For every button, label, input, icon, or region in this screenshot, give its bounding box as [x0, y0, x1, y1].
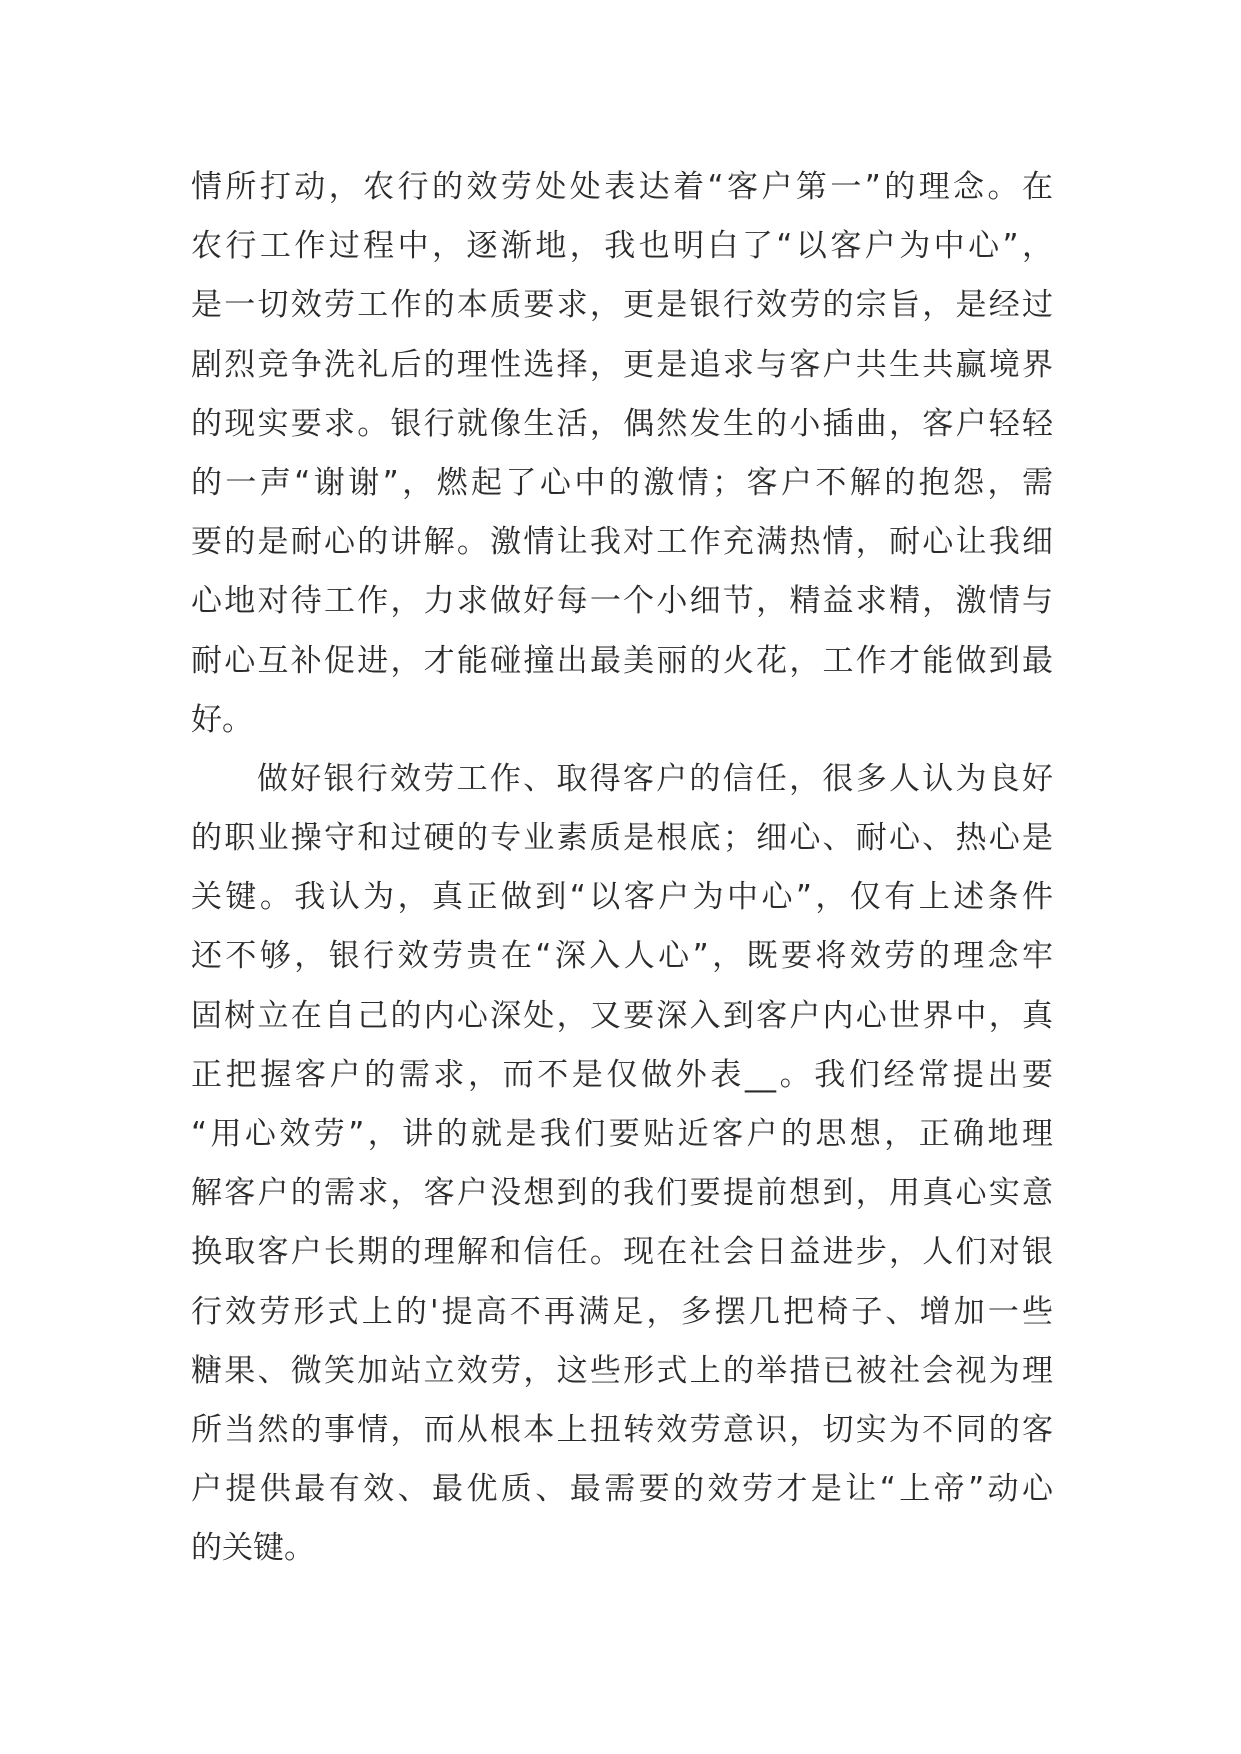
text-line: 的现实要求。银行就像生活，偶然发生的小插曲，客户轻轻: [191, 405, 1053, 442]
text-line: 换取客户长期的理解和信任。现在社会日益进步，人们对银: [191, 1234, 1053, 1271]
text-line: 是一切效劳工作的本质要求，更是银行效劳的宗旨，是经过: [191, 287, 1053, 324]
text-line: 耐心互补促进，才能碰撞出最美丽的火花，工作才能做到最: [191, 642, 1053, 679]
text-line: 心地对待工作，力求做好每一个小细节，精益求精，激情与: [191, 583, 1053, 620]
text-line: 的关键。: [191, 1530, 315, 1567]
text-line: 固树立在自己的内心深处，又要深入到客户内心世界中，真: [191, 997, 1053, 1034]
text-line: 还不够，银行效劳贵在“深入人心”，既要将效劳的理念牢: [191, 938, 1053, 975]
text-line: 要的是耐心的讲解。激情让我对工作充满热情，耐心让我细: [191, 524, 1053, 561]
text-line: 剧烈竞争洗礼后的理性选择，更是追求与客户共生共赢境界: [191, 346, 1053, 383]
text-line: 正把握客户的需求，而不是仅做外表__。我们经常提出要: [191, 1056, 1053, 1093]
text-line: “用心效劳”，讲的就是我们要贴近客户的思想，正确地理: [191, 1116, 1053, 1152]
text-line: 解客户的需求，客户没想到的我们要提前想到，用真心实意: [191, 1175, 1053, 1212]
paragraph-first-line: 做好银行效劳工作、取得客户的信任，很多人认为良好: [257, 760, 1053, 797]
text-line: 关键。我认为，真正做到“以客户为中心”，仅有上述条件: [191, 879, 1053, 916]
text-line: 行效劳形式上的'提高不再满足，多摆几把椅子、增加一些: [191, 1293, 1053, 1330]
text-line: 农行工作过程中，逐渐地，我也明白了“以客户为中心”，: [191, 228, 1053, 265]
text-line: 的职业操守和过硬的专业素质是根底；细心、耐心、热心是: [191, 820, 1053, 857]
text-line: 糖果、微笑加站立效劳，这些形式上的举措已被社会视为理: [191, 1352, 1053, 1389]
body-text: [191, 158, 1053, 1579]
text-line: 好。: [191, 701, 253, 738]
text-line: 户提供最有效、最优质、最需要的效劳才是让“上帝”动心: [191, 1471, 1053, 1508]
text-line: 情所打动，农行的效劳处处表达着“客户第一”的理念。在: [191, 169, 1053, 205]
text-line: 的一声“谢谢”，燃起了心中的激情；客户不解的抱怨，需: [191, 464, 1053, 501]
text-line: 所当然的事情，而从根本上扭转效劳意识，切实为不同的客: [191, 1411, 1053, 1448]
